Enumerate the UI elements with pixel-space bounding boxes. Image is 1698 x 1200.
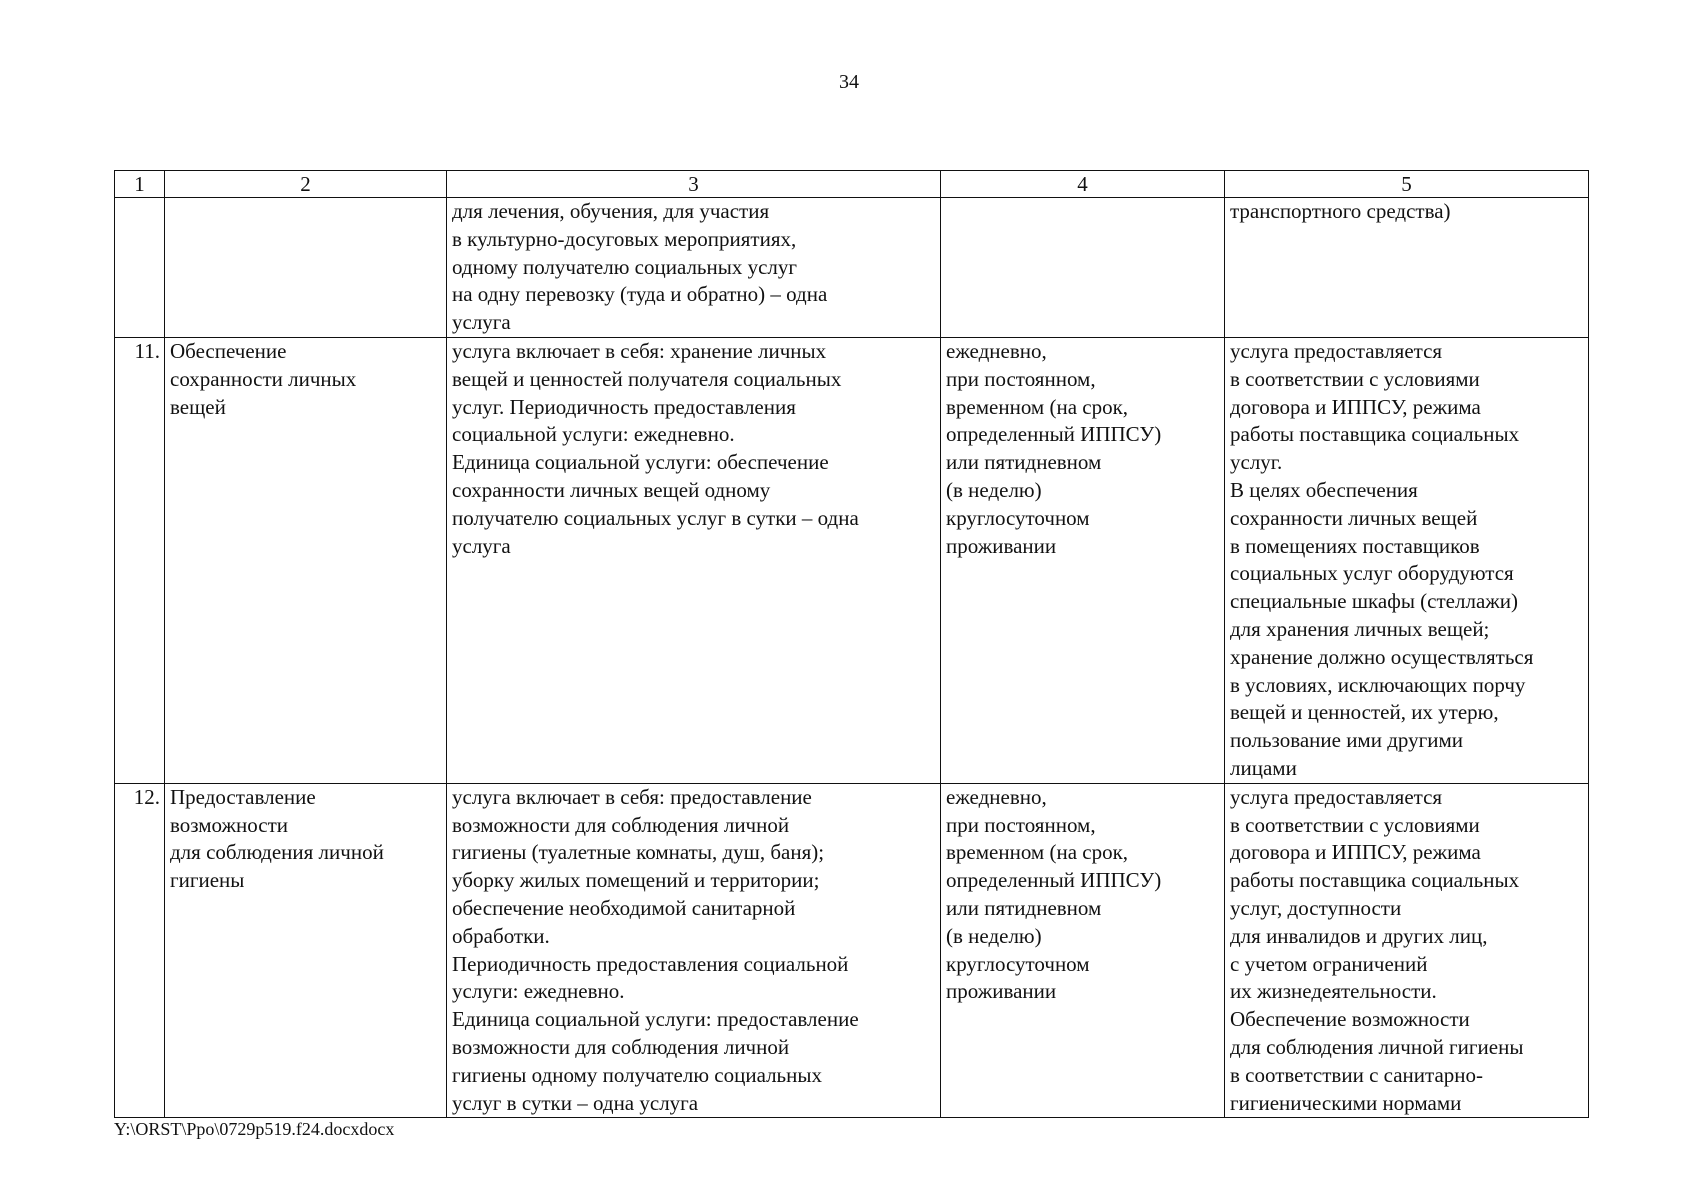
cell-text-line: услуга xyxy=(452,310,511,335)
table-row xyxy=(115,198,1589,338)
service-description-cell xyxy=(447,337,941,783)
cell-text-line: круглосуточном xyxy=(946,951,1090,976)
cell-text-line: гигиеническими нормами xyxy=(1230,1090,1462,1115)
cell-text-line: социальных услуг оборудуются xyxy=(1230,561,1514,586)
cell-text-line: услуг. xyxy=(1230,450,1283,475)
services-table xyxy=(114,170,1589,1118)
cell-text-line: Обеспечение возможности xyxy=(1230,1007,1470,1032)
cell-text-line: получателю социальных услуг в сутки – одна xyxy=(452,505,859,530)
cell-text-line: одному получателю социальных услуг xyxy=(452,254,798,279)
cell-text-line: услуг, доступности xyxy=(1230,895,1402,920)
header-col-1: 1 xyxy=(115,171,165,198)
cell-text-line: услуг. Периодичность предоставления xyxy=(452,394,796,419)
service-description-cell xyxy=(447,783,941,1118)
cell-text-line: лицами xyxy=(1230,755,1297,780)
table-row xyxy=(115,337,1589,783)
cell-text-line: для хранения личных вещей; xyxy=(1230,616,1490,641)
cell-text-line: транспортного средства) xyxy=(1230,199,1451,223)
cell-text-line: проживании xyxy=(946,979,1057,1004)
service-schedule-cell xyxy=(941,198,1225,338)
cell-text-line: сохранности личных вещей xyxy=(1230,505,1478,530)
cell-text-line: вещей xyxy=(170,394,226,419)
cell-text-line: ежедневно, xyxy=(946,338,1047,363)
cell-text-line: сохранности личных xyxy=(170,366,357,391)
cell-text-line: (в неделю) xyxy=(946,477,1042,502)
service-description-cell xyxy=(447,198,941,338)
cell-text-line: пользование ими другими xyxy=(1230,728,1463,753)
cell-text-line: договора и ИППСУ, режима xyxy=(1230,840,1481,865)
service-name-cell xyxy=(165,337,447,783)
service-schedule-cell xyxy=(941,337,1225,783)
cell-text-line: гигиены xyxy=(170,868,245,893)
cell-text-line: круглосуточном xyxy=(946,505,1090,530)
cell-text-line: гигиены одному получателю социальных xyxy=(452,1062,822,1087)
cell-text-line: договора и ИППСУ, режима xyxy=(1230,394,1481,419)
cell-text-line: при постоянном, xyxy=(946,366,1096,391)
cell-text-line: Единица социальной услуги: обеспечение xyxy=(452,450,829,475)
service-conditions-cell xyxy=(1225,337,1589,783)
cell-text-line: (в неделю) xyxy=(946,923,1042,948)
cell-text-line: вещей и ценностей получателя социальных xyxy=(452,366,842,391)
cell-text-line: услуга xyxy=(452,533,511,558)
cell-text-line: возможности для соблюдения личной xyxy=(452,812,790,837)
cell-text-line: для инвалидов и других лиц, xyxy=(1230,923,1488,948)
cell-text-line: их жизнедеятельности. xyxy=(1230,979,1437,1004)
cell-text-line: или пятидневном xyxy=(946,895,1102,920)
cell-text-line: сохранности личных вещей одному xyxy=(452,477,771,502)
cell-text-line: на одну перевозку (туда и обратно) – одна xyxy=(452,282,828,307)
cell-text-line: гигиены (туалетные комнаты, душ, баня); xyxy=(452,840,825,865)
cell-text-line: работы поставщика социальных xyxy=(1230,422,1520,447)
cell-text-line: определенный ИППСУ) xyxy=(946,868,1162,893)
cell-text-line: временном (на срок, xyxy=(946,394,1129,419)
row-number-cell: 11. xyxy=(115,337,165,783)
cell-text-line: работы поставщика социальных xyxy=(1230,868,1520,893)
service-name-cell xyxy=(165,198,447,338)
header-row xyxy=(115,171,1589,198)
cell-text-line: хранение должно осуществляться xyxy=(1230,644,1534,669)
service-schedule-cell xyxy=(941,783,1225,1118)
cell-text-line: услуга предоставляется xyxy=(1230,338,1443,363)
header-col-3: 3 xyxy=(447,171,941,198)
header-col-5: 5 xyxy=(1225,171,1589,198)
service-conditions-cell xyxy=(1225,783,1589,1118)
cell-text-line: для соблюдения личной xyxy=(170,840,384,865)
cell-text-line: для лечения, обучения, для участия xyxy=(452,199,770,223)
footer-file-path: Y:\ORST\Ppo\0729p519.f24.docxdocx xyxy=(114,1119,395,1139)
cell-text-line: социальной услуги: ежедневно. xyxy=(452,422,735,447)
cell-text-line: Обеспечение xyxy=(170,338,287,363)
cell-text-line: или пятидневном xyxy=(946,450,1102,475)
cell-text-line: с учетом ограничений xyxy=(1230,951,1428,976)
cell-text-line: услуги: ежедневно. xyxy=(452,979,625,1004)
table-body xyxy=(115,198,1589,1118)
table-row xyxy=(115,783,1589,1118)
row-number-cell: 12. xyxy=(115,783,165,1118)
cell-text-line: В целях обеспечения xyxy=(1230,477,1418,502)
cell-text-line: Единица социальной услуги: предоставление xyxy=(452,1007,859,1032)
cell-text-line: услуга предоставляется xyxy=(1230,784,1443,809)
cell-text-line: в соответствии с условиями xyxy=(1230,366,1480,391)
cell-text-line: в соответствии с условиями xyxy=(1230,812,1480,837)
header-col-4: 4 xyxy=(941,171,1225,198)
cell-text-line: определенный ИППСУ) xyxy=(946,422,1162,447)
cell-text-line: специальные шкафы (стеллажи) xyxy=(1230,589,1519,614)
cell-text-line: Предоставление xyxy=(170,784,316,809)
cell-text-line: возможности для соблюдения личной xyxy=(452,1034,790,1059)
cell-text-line: услуга включает в себя: хранение личных xyxy=(452,338,827,363)
cell-text-line: ежедневно, xyxy=(946,784,1047,809)
cell-text-line: проживании xyxy=(946,533,1057,558)
cell-text-line: услуг в сутки – одна услуга xyxy=(452,1090,699,1115)
cell-text-line: вещей и ценностей, их утерю, xyxy=(1230,700,1499,725)
cell-text-line: в условиях, исключающих порчу xyxy=(1230,672,1526,697)
service-name-cell xyxy=(165,783,447,1118)
cell-text-line: в соответствии с санитарно- xyxy=(1230,1062,1484,1087)
cell-text-line: для соблюдения личной гигиены xyxy=(1230,1034,1524,1059)
row-number-cell xyxy=(115,198,165,338)
cell-text-line: обработки. xyxy=(452,923,550,948)
cell-text-line: возможности xyxy=(170,812,289,837)
cell-text-line: при постоянном, xyxy=(946,812,1096,837)
service-conditions-cell xyxy=(1225,198,1589,338)
cell-text-line: услуга включает в себя: предоставление xyxy=(452,784,812,809)
header-col-2: 2 xyxy=(165,171,447,198)
cell-text-line: в помещениях поставщиков xyxy=(1230,533,1480,558)
cell-text-line: временном (на срок, xyxy=(946,840,1129,865)
cell-text-line: Периодичность предоставления социальной xyxy=(452,951,849,976)
cell-text-line: в культурно-досуговых мероприятиях, xyxy=(452,226,797,251)
cell-text-line: уборку жилых помещений и территории; xyxy=(452,868,820,893)
page-number: 34 xyxy=(839,71,859,93)
cell-text-line: обеспечение необходимой санитарной xyxy=(452,895,796,920)
